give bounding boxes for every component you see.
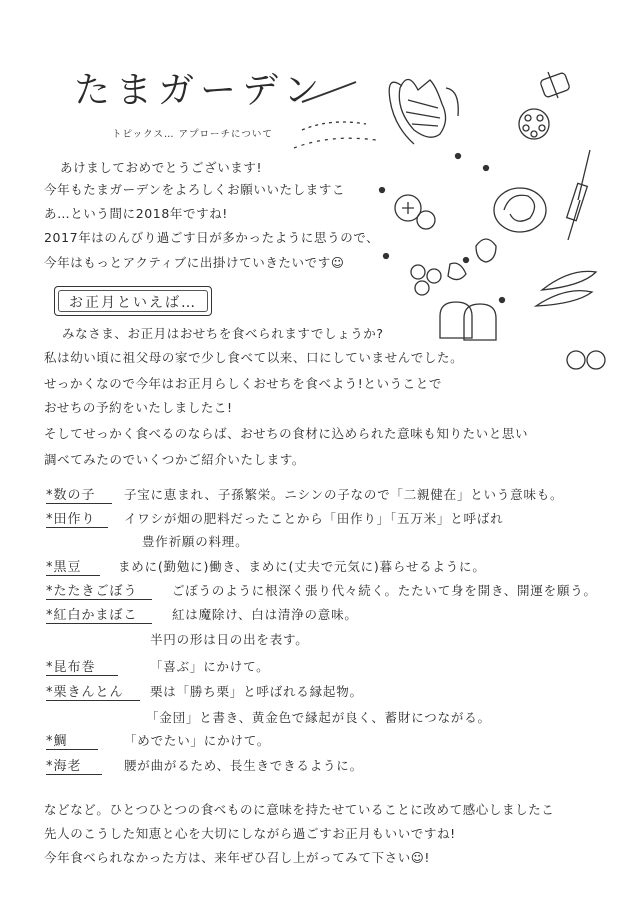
section-line-2: 私は幼い頃に祖父母の家で少し食べて以来、口にしていませんでした。 (44, 350, 464, 365)
item-name: *栗きんとん (46, 685, 124, 700)
intro-line-1: あけましておめでとうございます! (60, 160, 263, 175)
item-desc: 「金団」と書き、黄金色で縁起が良く、蓄財につながる。 (146, 710, 491, 725)
intro-line-3: あ…という間に2018年ですね! (44, 206, 228, 221)
item-desc: 栗は「勝ち栗」と呼ばれる縁起物。 (150, 684, 363, 699)
item-desc: イワシが畑の肥料だったことから「田作り」「五万米」と呼ばれ (124, 511, 504, 526)
item-name: *数の子 (46, 488, 96, 503)
item-name: *鯛 (46, 734, 68, 749)
item-desc: 「めでたい」にかけて。 (124, 733, 271, 748)
section-heading: お正月といえば… (69, 295, 197, 311)
item-desc: 豊作祈願の料理。 (142, 534, 249, 549)
item-desc: まめに(勤勉に)働き、まめに(丈夫で元気に)暮らせるように。 (118, 559, 486, 574)
intro-line-4: 2017年はのんびり過ごす日が多かったように思うので、 (44, 230, 380, 245)
item-name: *紅白かまぼこ (46, 608, 138, 623)
item-desc: 子宝に恵まれ、子孫繁栄。ニシンの子なので「二親健在」という意味も。 (124, 487, 564, 502)
item-desc: ごぼうのように根深く張り代々続く。たたいて身を開き、開運を願う。 (172, 583, 597, 598)
closing-line-1: などなど。ひとつひとつの食べものに意味を持たせていることに改めて感心しましたこ (44, 802, 555, 817)
item-name: *たたきごぼう (46, 584, 138, 599)
section-line-3: せっかくなので今年はお正月らしくおせちを食べよう!ということで (44, 376, 442, 391)
section-line-5: そしてせっかく食べるのならば、おせちの食材に込められた意味も知りたいと思い (44, 426, 529, 441)
page-title: たまガーデン (74, 70, 326, 111)
item-name: *昆布巻 (46, 660, 96, 675)
intro-line-2: 今年もたまガーデンをよろしくお願いいたしますこ (44, 182, 346, 197)
item-name: *黒豆 (46, 560, 82, 575)
section-line-6: 調べてみたのでいくつかご紹介いたします。 (44, 452, 306, 467)
section-line-1: みなさま、お正月はおせちを食べられますでしょうか? (62, 326, 384, 341)
item-desc: 腰が曲がるため、長生きできるように。 (124, 758, 363, 773)
section-heading-box (54, 286, 212, 316)
item-name: *田作り (46, 512, 96, 527)
page-subtitle: トピックス… アプローチについて (112, 129, 273, 140)
item-desc: 半円の形は日の出を表す。 (150, 632, 309, 647)
intro-line-5: 今年はもっとアクティブに出掛けていきたいです☺ (44, 255, 345, 270)
item-desc: 紅は魔除け、白は清浄の意味。 (172, 607, 358, 622)
section-line-4: おせちの予約をいたしましたこ! (44, 400, 233, 415)
item-desc: 「喜ぶ」にかけて。 (150, 659, 270, 674)
closing-line-3: 今年食べられなかった方は、来年ぜひ召し上がってみて下さい☺! (44, 850, 431, 865)
closing-line-2: 先人のこうした知恵と心を大切にしながら過ごすお正月もいいですね! (44, 826, 456, 841)
item-name: *海老 (46, 759, 82, 774)
